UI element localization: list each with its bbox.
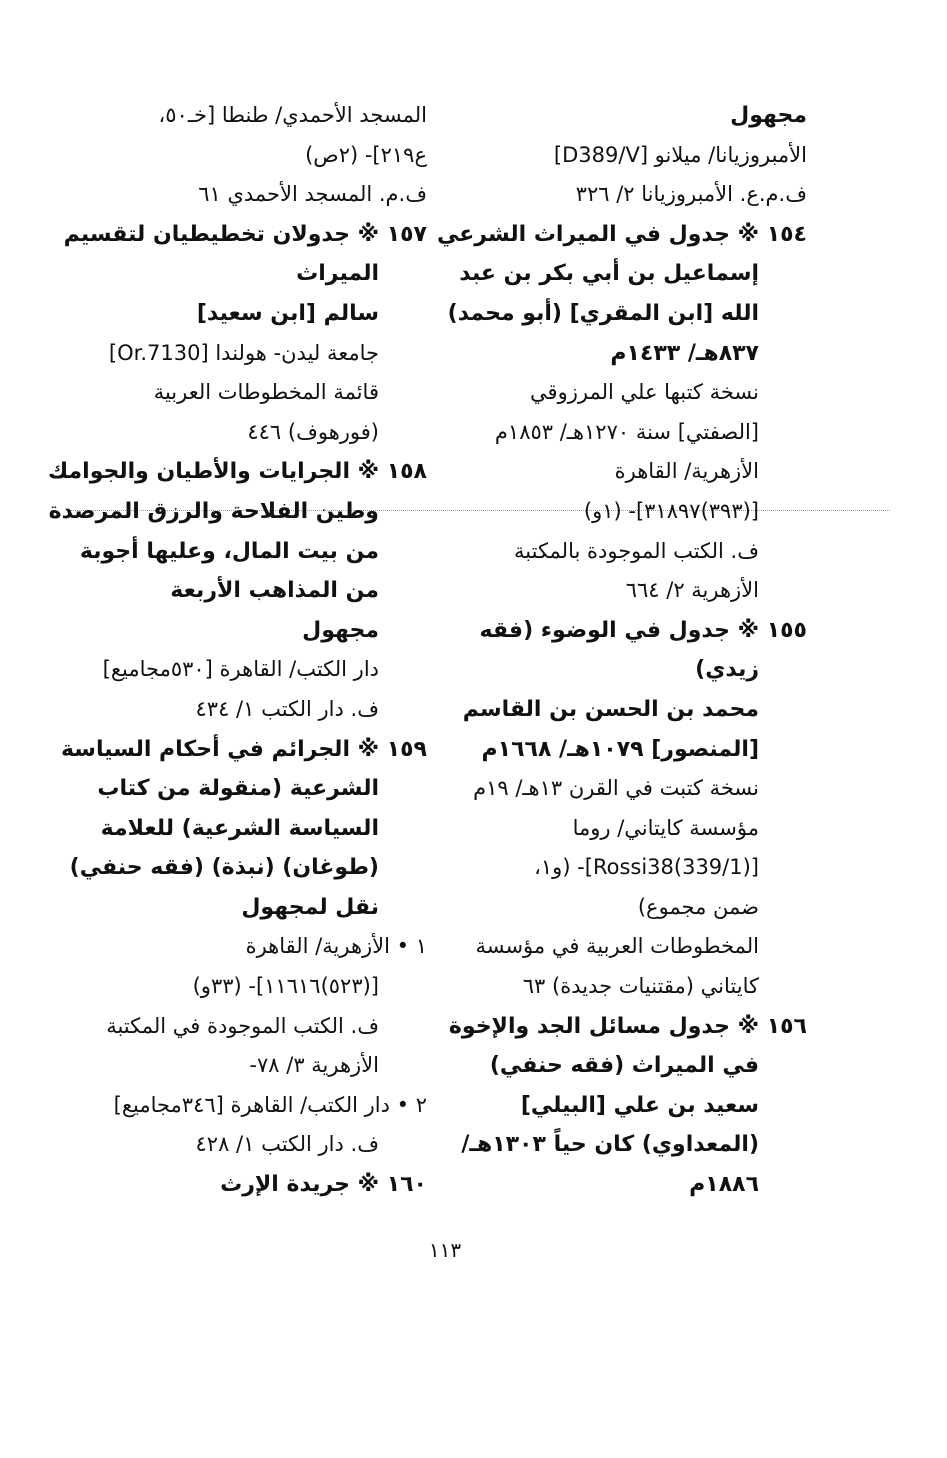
left-column-line: ١٥٨ ※ الجرايات والأطيان والجوامك [48,459,427,485]
right-column-line: إسماعيل بن أبي بكر بن عبد [459,261,759,287]
left-column-line: ١٥٧ ※ جدولان تخطيطيان لتقسيم [63,221,427,247]
left-column-line: ١٦٠ ※ جريدة الإرث [220,1172,427,1198]
right-column-line: [الصفتي] سنة ١٢٧٠هـ/ ١٨٥٣م [494,419,759,444]
right-column-line: الله [ابن المقري] (أبو محمد) [447,300,759,326]
right-column-line: ١٨٨٦م [689,1172,759,1198]
left-column-line: من المذاهب الأربعة [170,578,379,604]
right-column-line: ١٥٦ ※ جدول مسائل الجد والإخوة [448,1013,807,1039]
right-column-line: نسخة كتبت في القرن ١٣هـ/ ١٩م [473,776,759,801]
left-column-line: ف. الكتب الموجودة في المكتبة [106,1013,379,1038]
right-column-line: ١٥٥ ※ جدول في الوضوء (فقه [479,617,807,643]
left-column-line: الميراث [296,261,379,287]
right-column-line: الأزهرية ٢/ ٦٦٤ [625,578,759,603]
left-column-line: (طوغان) (نبذة) (فقه حنفي) [69,855,379,881]
right-column-line: [المنصور] ١٠٧٩هـ/ ١٦٦٨م [481,736,759,762]
right-column-line: في الميراث (فقه حنفي) [489,1053,759,1079]
right-column-line: ف. الكتب الموجودة بالمكتبة [514,538,759,563]
left-column-line: وطين الفلاحة والرزق المرصدة [48,498,379,524]
right-column-line: ٨٣٧هـ/ ١٤٣٣م [610,340,759,366]
left-column-line: دار الكتب/ القاهرة [٥٣٠مجاميع] [102,657,379,682]
right-column-line: ف.م.ع. الأمبروزيانا ٢/ ٣٢٦ [575,182,807,207]
left-column-line: المسجد الأحمدي/ طنطا [خـ٥٠، [158,103,427,127]
right-column-line: ضمن مجموع) [637,894,759,919]
page-number: ١١٣ [428,1238,462,1262]
left-column-line: ف.م. المسجد الأحمدي ٦١ [198,182,427,207]
left-column-line: (فورهوف) ٤٤٦ [247,419,379,444]
right-column-line: الأمبروزيانا/ ميلانو [D389/V] [553,142,807,167]
left-column-line: جامعة ليدن- هولندا [Or.7130] [108,340,379,365]
left-column-line: ف. دار الكتب ١/ ٤٢٨ [195,1132,379,1157]
right-column-line: [(٣٩٣)٣١٨٩٧]- (١و) [583,498,759,523]
left-column-line: ١ • الأزهرية/ القاهرة [245,934,427,959]
right-column-line: سعيد بن علي [البيلي] [520,1092,759,1118]
left-column [48,96,427,1205]
left-column-line: الشرعية (منقولة من كتاب [97,776,379,802]
right-column-line: كايتاني (مقتنيات جديدة) ٦٣ [522,974,759,999]
right-column-line: زيدي) [695,657,759,683]
left-column-line: ع٢١٩]- (٢ص) [305,142,427,167]
left-column-line: نقل لمجهول [241,894,379,920]
right-column-line: المخطوطات العربية في مؤسسة [475,934,759,959]
right-column-line: مؤسسة كايتاني/ روما [572,815,759,840]
right-column-line: محمد بن الحسن بن القاسم [462,696,759,722]
left-column-line: السياسة الشرعية) للعلامة [100,815,379,841]
left-column-line: الأزهرية ٣/ ٧٨- [249,1053,379,1078]
right-column-line: الأزهرية/ القاهرة [614,459,759,484]
left-column-line: من بيت المال، وعليها أجوبة [79,538,379,564]
left-column-line: ١٥٩ ※ الجرائم في أحكام السياسة [60,736,427,762]
right-column [437,96,807,1205]
left-column-line: قائمة المخطوطات العربية [153,380,379,405]
left-column-line: ٢ • دار الكتب/ القاهرة [٣٤٦مجاميع] [113,1092,427,1117]
right-column-line: نسخة كتبها علي المرزوقي [530,380,759,405]
right-column-line: مجهول [730,103,807,128]
right-column-line: ١٥٤ ※ جدول في الميراث الشرعي [437,221,807,247]
left-column-line: [(٥٢٣)١١٦١٦]- (٣٣و) [192,974,379,999]
left-column-line: مجهول [302,617,379,643]
right-column-line: [Rossi38(339/1)]- (و١، [534,855,759,880]
left-column-line: ف. دار الكتب ١/ ٤٣٤ [195,696,379,721]
right-column-line: (المعداوي) كان حياً ١٣٠٣هـ/ [461,1132,759,1158]
left-column-line: سالم [ابن سعيد] [196,300,379,326]
